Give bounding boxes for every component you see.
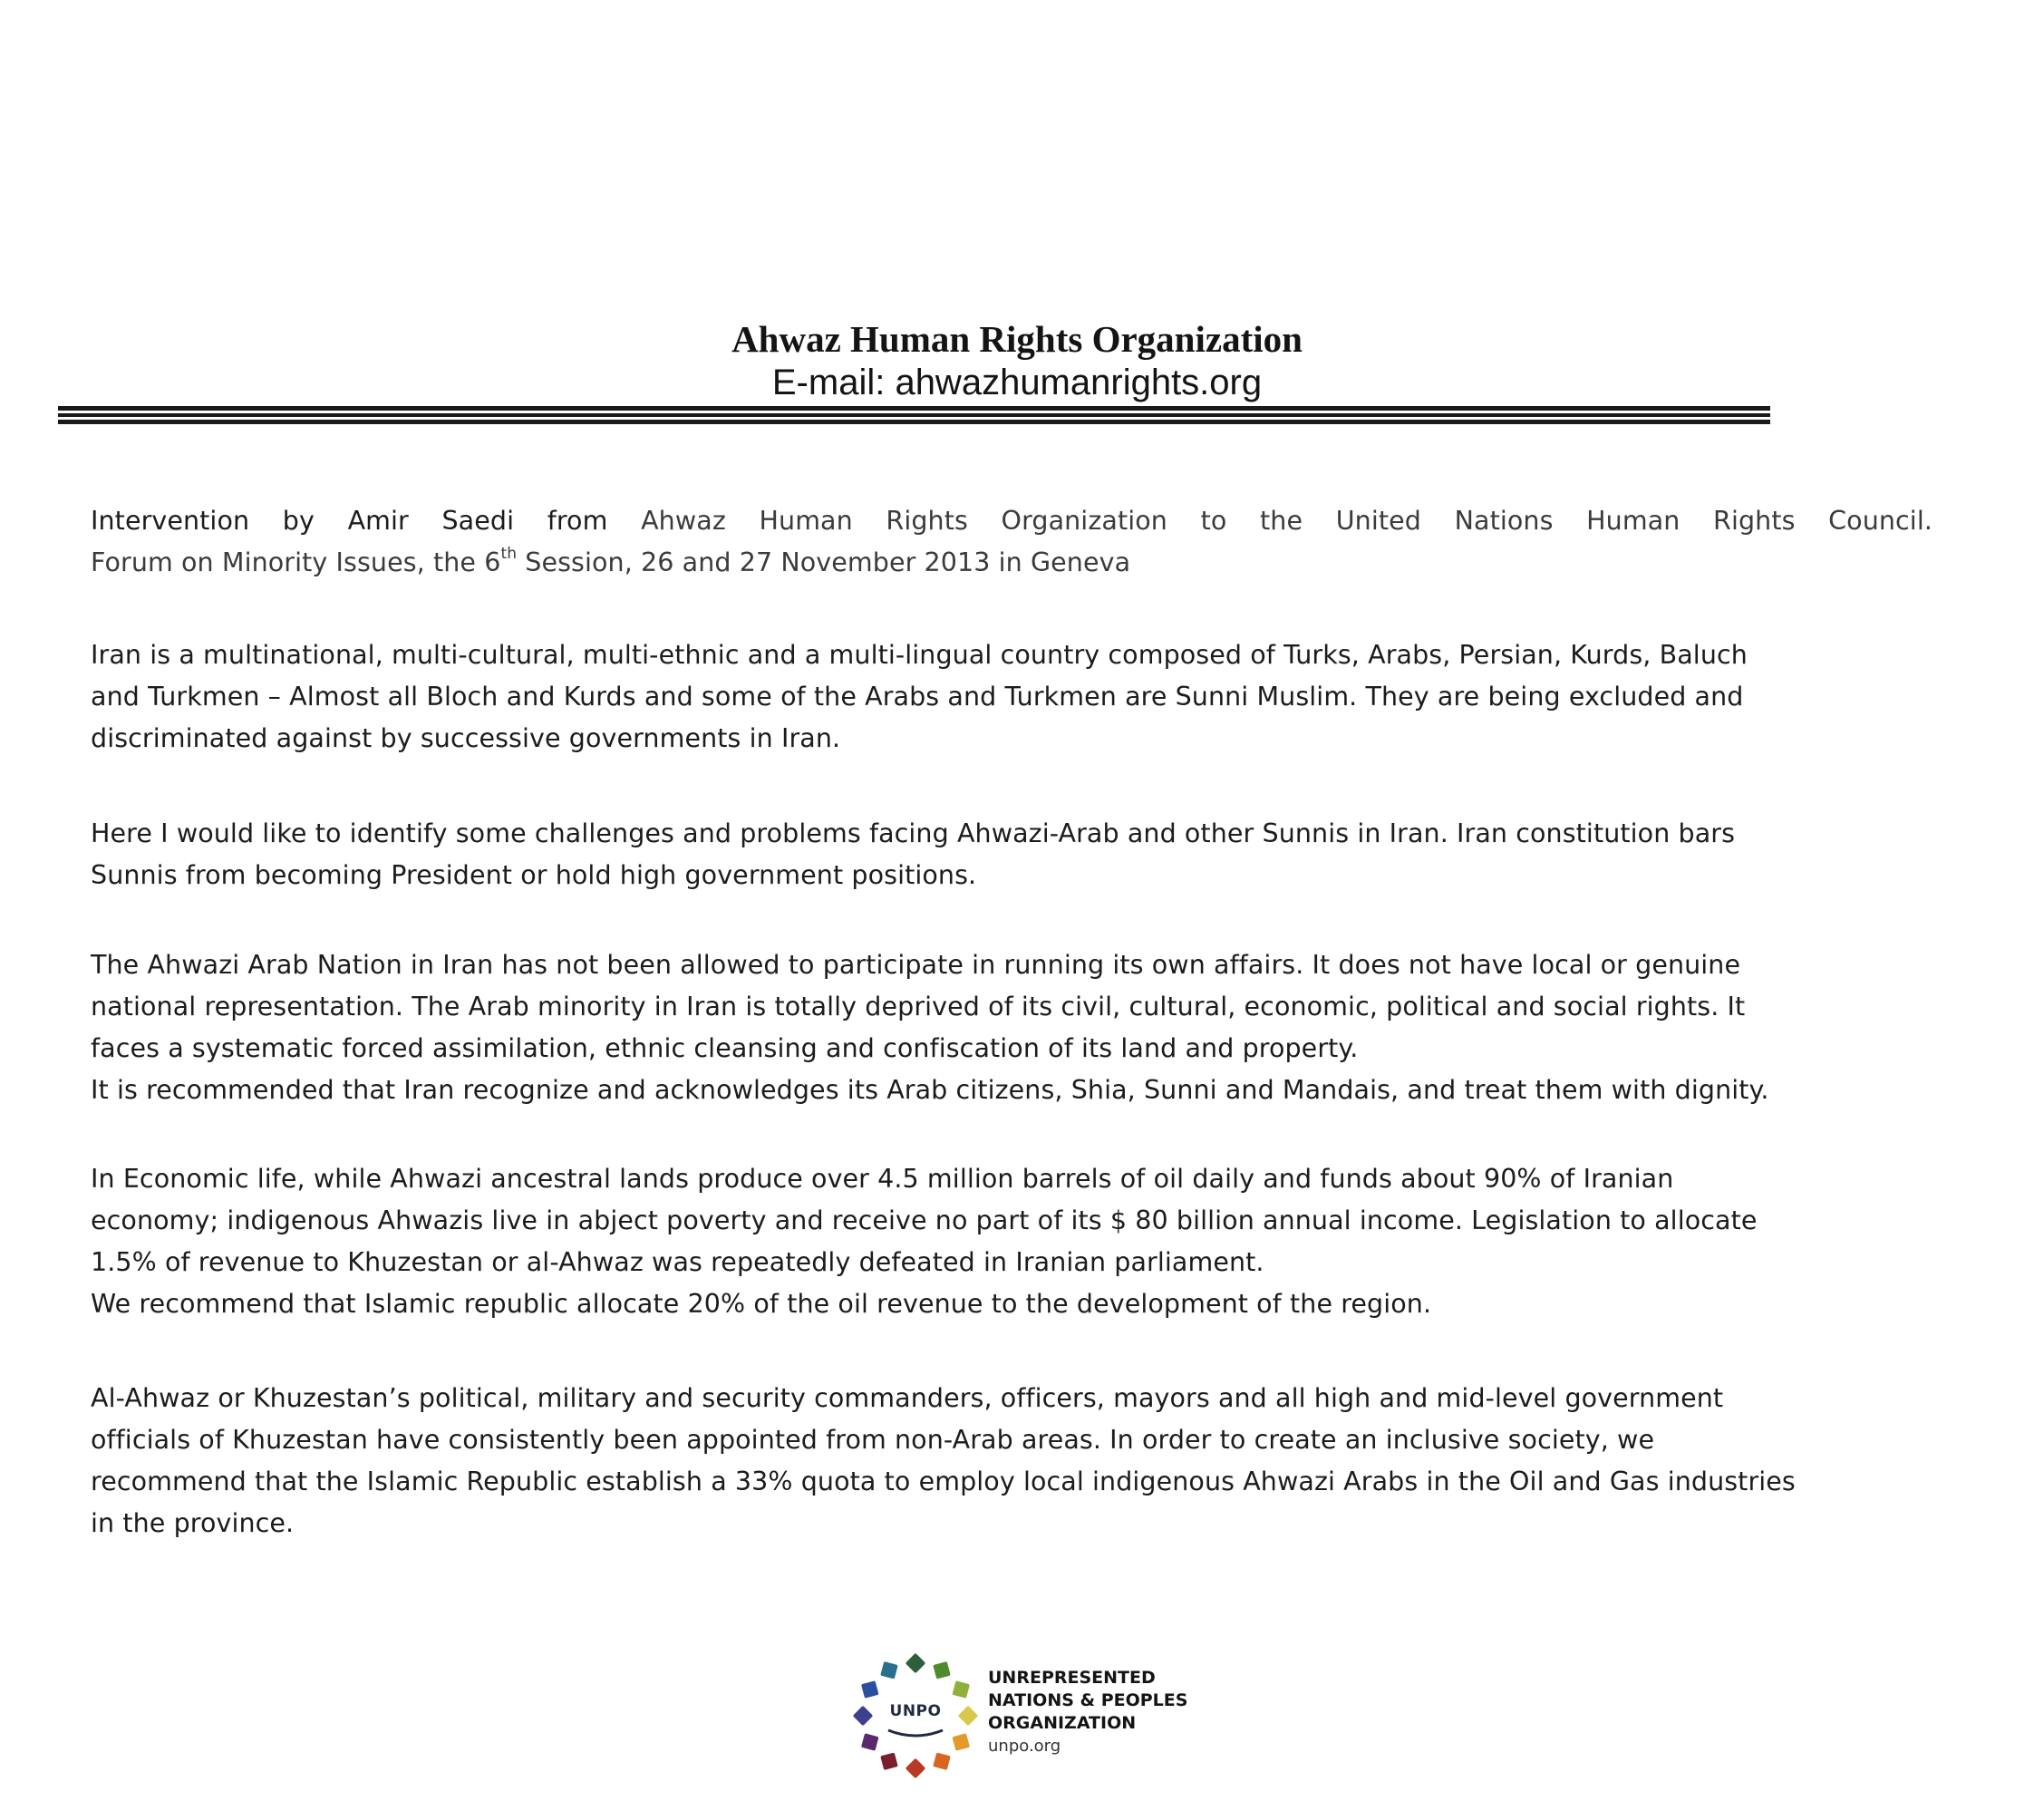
logo-ring-segment	[906, 1653, 926, 1674]
logo-ring-segment	[952, 1680, 970, 1699]
paragraph-5	[91, 1378, 1932, 1544]
intro-organization: Ahwaz Human Rights Organization to the United Nations Human Rights Council.	[607, 506, 1933, 536]
org-name-heading: Ahwaz Human Rights Organization	[731, 318, 1303, 360]
paragraph-1	[91, 634, 1932, 760]
paragraph-line: Sunnis from becoming President or hold high government positions.	[91, 860, 977, 890]
intro-paragraph	[91, 500, 1932, 584]
paragraph-line: Iran is a multinational, multi-cultural, multi-ethnic and a multi-lingual country composed of Turks, Arabs, Persian, Kurds, Baluch	[91, 640, 1748, 670]
paragraph-4	[91, 1158, 1932, 1325]
paragraph-line: The Ahwazi Arab Nation in Iran has not been allowed to participate in running its own affairs. It does not have local or genuine	[91, 950, 1741, 980]
logo-line: ORGANIZATION	[988, 1713, 1137, 1733]
header-rule-bottom	[58, 420, 1770, 424]
paragraph-line: and Turkmen – Almost all Bloch and Kurds and some of the Arabs and Turkmen are Sunni Muslim. They are being excluded and	[91, 682, 1744, 712]
intro-session-date: Session, 26 and 27 November 2013 in Geneva	[517, 547, 1131, 577]
intro-line-2	[91, 542, 1932, 584]
paragraph-line: economy; indigenous Ahwazis live in abject poverty and receive no part of its $ 80 billion annual income. Legislation to allocate	[91, 1205, 1758, 1235]
header-rule-top	[58, 406, 1770, 411]
intro-ordinal-suffix: th	[500, 545, 518, 563]
logo-ring-segment	[933, 1752, 951, 1770]
logo-ring-segment	[853, 1706, 874, 1727]
paragraph-line: It is recommended that Iran recognize and acknowledges its Arab citizens, Shia, Sunni and Mandais, and treat them with dignity.	[91, 1075, 1769, 1105]
logo-line: UNREPRESENTED	[988, 1668, 1156, 1688]
logo-ring-segment	[861, 1680, 879, 1699]
paragraph-2	[91, 813, 1932, 896]
intro-speaker: Intervention by Amir Saedi from	[91, 506, 608, 536]
paragraph-line: in the province.	[91, 1508, 295, 1538]
paragraph-line: Here I would like to identify some challenges and problems facing Ahwazi-Arab and other Sunnis in Iran. Iran constitution bars	[91, 818, 1736, 848]
logo-smile-mark	[888, 1730, 943, 1736]
logo-ring-segment	[958, 1706, 979, 1727]
intro-line-1	[91, 500, 1932, 542]
paragraph-line: discriminated against by successive governments in Iran.	[91, 723, 841, 753]
logo-url: unpo.org	[988, 1737, 1061, 1756]
paragraph-line: In Economic life, while Ahwazi ancestral lands produce over 4.5 million barrels of oil daily and funds about 90% of Iranian	[91, 1164, 1674, 1194]
paragraph-line: recommend that the Islamic Republic establish a 33% quota to employ local indigenous Ahwazi Arabs in the Oil and Gas industries	[91, 1467, 1796, 1496]
org-email: E-mail: ahwazhumanrights.org	[771, 363, 1263, 402]
paragraph-line: 1.5% of revenue to Khuzestan or al-Ahwaz was repeatedly defeated in Iranian parliament.	[91, 1247, 1264, 1277]
paragraph-line: national representation. The Arab minority in Iran is totally deprived of its civil, cultural, economic, political and social rights. It	[91, 992, 1746, 1021]
paragraph-line: faces a systematic forced assimilation, ethnic cleansing and confiscation of its land and property.	[91, 1033, 1359, 1063]
logo-wordmark	[988, 1667, 1187, 1735]
logo-acronym: UNPO	[889, 1702, 942, 1720]
paragraph-line: We recommend that Islamic republic allocate 20% of the oil revenue to the development of the region.	[91, 1289, 1432, 1319]
logo-ring-segment	[906, 1758, 926, 1779]
header-rule-middle	[58, 413, 1770, 417]
intro-forum: Forum on Minority Issues, the 6	[91, 547, 501, 577]
unpo-logo	[852, 1652, 1215, 1779]
logo-ring-segment	[952, 1733, 970, 1751]
paragraph-3	[91, 944, 1932, 1111]
logo-line: NATIONS & PEOPLES	[988, 1690, 1188, 1710]
logo-ring-segment	[861, 1733, 879, 1751]
logo-ring-segment	[880, 1752, 898, 1770]
logo-ring-segment	[880, 1661, 898, 1680]
logo-ring-segment	[933, 1661, 951, 1680]
paragraph-line: officials of Khuzestan have consistently been appointed from non-Arab areas. In order to create an inclusive society, we	[91, 1425, 1655, 1455]
paragraph-line: Al-Ahwaz or Khuzestan’s political, military and security commanders, officers, mayors and all high and mid-level government	[91, 1383, 1724, 1413]
